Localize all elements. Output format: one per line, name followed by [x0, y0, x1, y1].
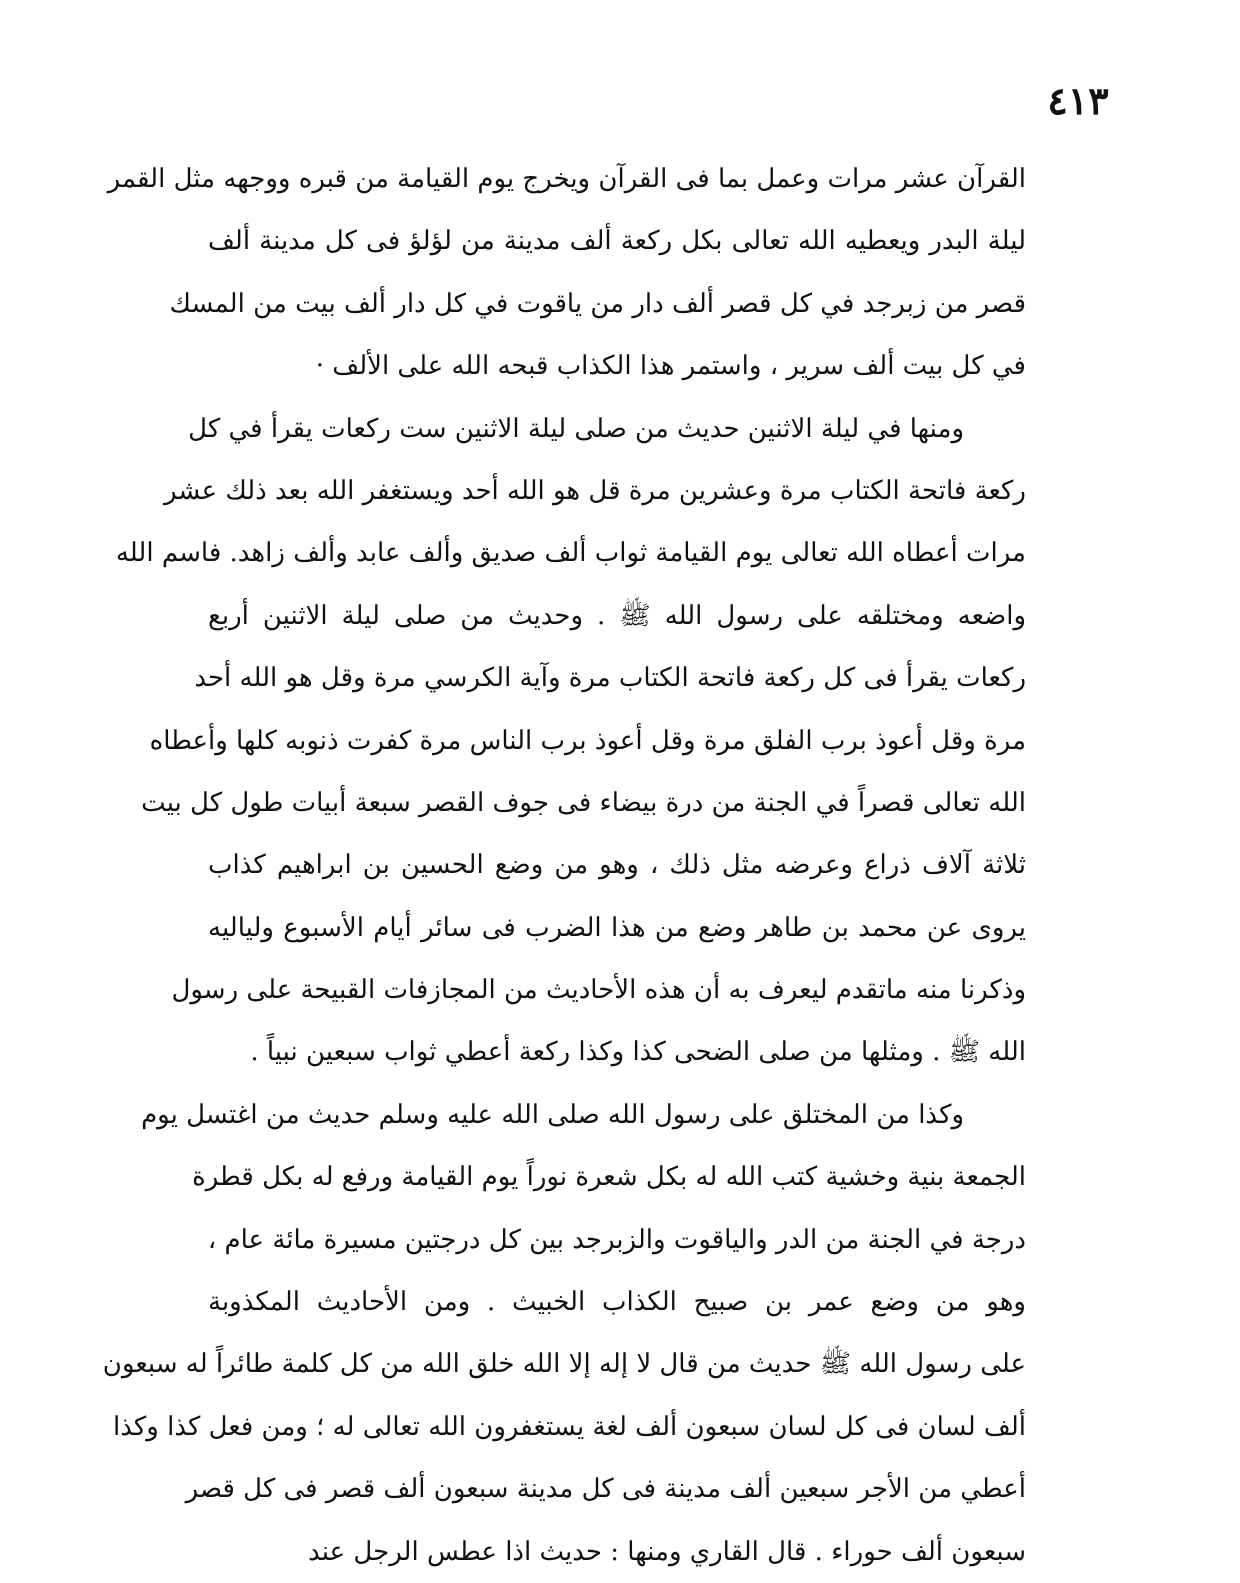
text-line-18: درجة في الجنة من الدر والياقوت والزبرجد بين كل درجتين مسيرة مائة عام ، — [207, 1224, 1026, 1255]
text-line-20: على رسول الله ﷺ حديث من قال لا إله إلا الله خلق الله من كل كلمة طائراً له سبعون — [102, 1349, 1026, 1380]
text-line-9: ركعات يقرأ فى كل ركعة فاتحة الكتاب مرة وآية الكرسي مرة وقل هو الله أحد — [194, 663, 1026, 694]
text-line-4: في كل بيت ألف سرير ، واستمر هذا الكذاب قبحه الله على الألف · — [315, 351, 1026, 382]
text-line-16: وكذا من المختلق على رسول الله صلى الله عليه وسلم حديث من اغتسل يوم — [141, 1099, 964, 1130]
body-text — [102, 148, 1026, 1583]
text-line-3: قصر من زبرجد في كل قصر ألف دار من ياقوت في كل دار ألف بيت من المسك — [169, 288, 1026, 319]
text-line-1: القرآن عشر مرات وعمل بما فى القرآن ويخرج يوم القيامة من قبره ووجهه مثل القمر — [107, 164, 1026, 194]
text-line-11: الله تعالى قصراً في الجنة من درة بيضاء فى جوف القصر سبعة أبيات طول كل بيت — [141, 787, 1026, 818]
text-line-12: ثلاثة آلاف ذراع وعرضه مثل ذلك ، وهو من وضع الحسين بن ابراهيم كذاب — [208, 850, 1026, 881]
text-line-13: يروى عن محمد بن طاهر وضع من هذا الضرب فى سائر أيام الأسبوع ولياليه — [208, 912, 1026, 943]
text-line-22: أعطي من الأجر سبعين ألف مدينة فى كل مدينة سبعون ألف قصر فى كل قصر — [185, 1474, 1026, 1505]
text-line-21: ألف لسان فى كل لسان سبعون ألف لغة يستغفرون الله تعالى له ؛ ومن فعل كذا وكذا — [113, 1411, 1026, 1442]
text-line-23: سبعون ألف حوراء . قال القاري ومنها : حديث اذا عطس الرجل عند — [308, 1536, 1026, 1567]
text-line-8: واضعه ومختلقه على رسول الله ﷺ . وحديث من صلى ليلة الاثنين أربع — [208, 600, 1026, 631]
page-number: ٤١٣ — [1047, 78, 1109, 123]
text-line-19: وهو من وضع عمر بن صبيح الكذاب الخبيث . ومن الأحاديث المكذوبة — [208, 1287, 1026, 1318]
text-line-7: مرات أعطاه الله تعالى يوم القيامة ثواب ألف صديق وألف عابد وألف زاهد. فاسم الله — [115, 538, 1026, 569]
text-line-17: الجمعة بنية وخشية كتب الله له بكل شعرة نوراً يوم القيامة ورفع له بكل قطرة — [192, 1162, 1026, 1193]
text-line-6: ركعة فاتحة الكتاب مرة وعشرين مرة قل هو الله أحد ويستغفر الله بعد ذلك عشر — [164, 475, 1026, 506]
text-line-5: ومنها في ليلة الاثنين حديث من صلى ليلة الاثنين ست ركعات يقرأ في كل — [188, 413, 964, 444]
text-line-14: وذكرنا منه ماتقدم ليعرف به أن هذه الأحاديث من المجازفات القبيحة على رسول — [171, 975, 1026, 1006]
text-line-10: مرة وقل أعوذ برب الفلق مرة وقل أعوذ برب الناس مرة كفرت ذنوبه كلها وأعطاه — [149, 725, 1026, 756]
text-line-2: ليلة البدر ويعطيه الله تعالى بكل ركعة ألف مدينة من لؤلؤ فى كل مدينة ألف — [208, 226, 1026, 257]
text-line-15: الله ﷺ . ومثلها من صلى الضحى كذا وكذا ركعة أعطي ثواب سبعين نبياً . — [250, 1037, 1026, 1068]
